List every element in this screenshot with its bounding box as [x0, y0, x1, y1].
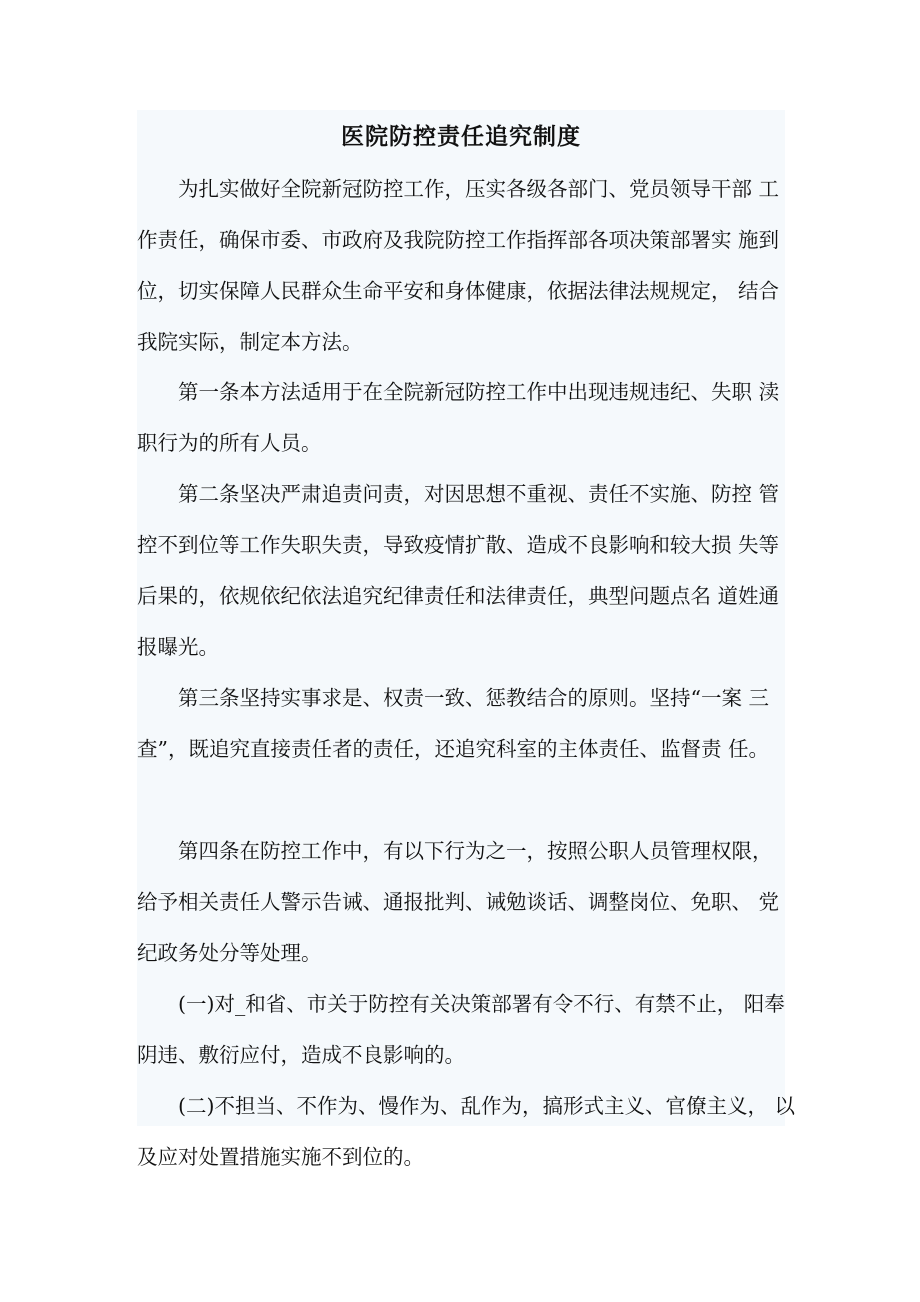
paragraph-line: 管控不到位等工作失职失责，导致疫情扩散、造成不良影响和较大损 — [137, 482, 780, 557]
paragraph-article-1 — [137, 367, 797, 469]
document-title: 医院防控责任追究制度 — [341, 124, 581, 150]
paragraph-line: 三查”，既追究直接责任者的责任，还追究科室的主体责任、监督责 — [137, 686, 770, 761]
paragraph-line: 为扎实做好全院新冠防控工作，压实各级各部门、党员领导干部 — [178, 177, 752, 201]
paragraph-line: 失等后果的，依规依纪依法追究纪律责任和法律责任，典型问题点名 — [137, 533, 780, 608]
paragraph-line: 第二条坚决严肃追责问责，对因思想不重视、责任不实施、防控 — [178, 482, 752, 506]
paragraph-article-3 — [137, 673, 797, 775]
paragraph-intro — [137, 164, 797, 368]
paragraph-line: 第三条坚持实事求是、权责一致、惩教结合的原则。坚持“一案 — [178, 686, 742, 710]
paragraph-line: 施到位，切实保障人民群众生命平安和身体健康，依据法律法规规定， — [137, 228, 780, 303]
paragraph-line: 第一条本方法适用于在全院新冠防控工作中出现违规违纪、失职 — [178, 380, 752, 404]
paragraph-article-4 — [137, 826, 797, 979]
paragraph-line: 以及应对处置措施实施不到位的。 — [137, 1094, 796, 1169]
paragraph-line: 党纪政务处分等处理。 — [137, 890, 780, 965]
paragraph-line: 道姓通报曝光。 — [137, 584, 780, 659]
paragraph-item-1 — [137, 979, 797, 1081]
paragraph-line: (一)对_和省、市关于防控有关决策部署有令不行、有禁不止， — [178, 992, 738, 1016]
paragraph-line: 阳奉阴违、敷衍应付，造成不良影响的。 — [137, 992, 785, 1067]
paragraph-line: (二)不担当、不作为、慢作为、乱作为，搞形式主义、官僚主义， — [178, 1094, 768, 1118]
paragraph-line: 第四条在防控工作中，有以下行为之一，按照公职人员管理权限， — [178, 839, 773, 863]
paragraph-line: 渎职行为的所有人员。 — [137, 380, 780, 455]
paragraph-line: 给予相关责任人警示告诫、通报批判、诫勉谈话、调整岗位、免职、 — [137, 890, 752, 914]
paragraph-article-2 — [137, 469, 797, 673]
paragraph-line: 工作责任，确保市委、市政府及我院防控工作指挥部各项决策部署实 — [137, 177, 780, 252]
paragraph-item-2 — [137, 1081, 797, 1183]
paragraph-line: 任。 — [728, 737, 770, 761]
paragraph-line: 结合我院实际，制定本方法。 — [137, 279, 780, 354]
document-body — [137, 110, 796, 1169]
